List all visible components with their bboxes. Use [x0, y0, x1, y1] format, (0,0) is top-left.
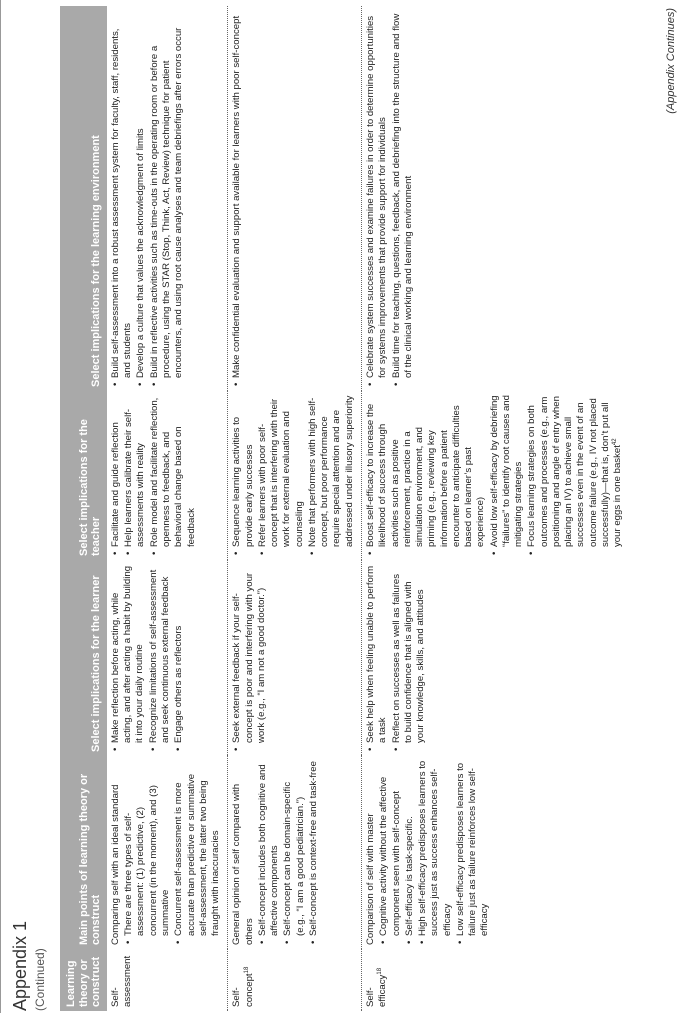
appendix-heading [10, 921, 47, 1011]
list-item: • Facilitate and guide reflection [110, 395, 122, 547]
appendix-title: Appendix 1 [10, 920, 30, 1011]
environment-cell [228, 6, 362, 391]
main-lead: General opinion of self compared with others [231, 783, 255, 945]
list-item: • Make confidential evaluation and support available for learners with poor self-concept [231, 10, 243, 378]
environment-cell [361, 6, 629, 391]
learner-list [231, 564, 268, 752]
list-item: • Develop a culture that values the acknowledgment of limits [135, 10, 147, 378]
header-teacher: Select implications for the teacher [60, 391, 107, 560]
construct-name: Self-concept [231, 973, 255, 1007]
list-item: • Reflect on successes as well as failures to build confidence that is aligned with your knowledge, skills, and attitudes [391, 564, 428, 743]
environment-cell [107, 6, 228, 391]
list-item: • Refer learners with poor self-concept that is interfering with their work for external evaluation and counseling [257, 395, 306, 547]
table-row-self-assessment [107, 6, 228, 1011]
header-learner: Select implications for the learner [60, 560, 107, 756]
list-item: • Concurrent self-assessment is more accurate than predictive or summative self-assessment, the latter two being fraught with inaccuracies [173, 760, 222, 936]
main-lead: Comparison of self with master [364, 813, 376, 945]
list-item: • Engage others as reflectors [173, 564, 185, 743]
list-item: • Self-efficacy is task-specific. [404, 760, 416, 936]
list-item: • Celebrate system successes and examine failures in order to determine opportunities for systems improvements that provide support for individuals [365, 10, 390, 378]
top-rule [0, 0, 1, 1013]
list-item: • Seek external feedback if your self-concept is poor and interfering with your work (e.g., “I am not a good doctor.”) [231, 564, 268, 743]
construct-cell [361, 949, 629, 1011]
table-header-row [60, 6, 107, 1011]
learner-cell [107, 560, 228, 756]
main-points-list [123, 760, 222, 945]
header-environment: Select implications for the learning environment [60, 6, 107, 391]
list-item: • Self-concept is context-free and task-free [308, 760, 320, 936]
list-item-text: Focus learning strategies on both outcomes and processes (e.g., arm positioning and angle of entry when placing an IV) to achieve small successes even in the event of an outcome failure (e.g., IV not placed successfully)—that is, don’t put all your eggs in one basket [526, 396, 624, 547]
construct-name: Self-assessment [109, 955, 134, 1007]
construct-name: Self-efficacy [364, 974, 389, 1007]
list-item: • Build in reflective activities such as time-outs in the operating room or before a procedure, using the STAR (Stop, Think, Act, Review) technique for patient encounters, and using root cause analyses and team debriefings after errors occur [149, 10, 186, 378]
teacher-list [231, 395, 356, 556]
appendix-continues-note: (Appendix Continues) [665, 8, 677, 114]
teacher-cell [228, 391, 362, 560]
main-points-list [378, 760, 491, 945]
main-points-cell [107, 756, 228, 949]
main-points-cell [228, 756, 362, 949]
list-item: • Self-concept includes both cognitive and affective components [257, 760, 282, 936]
list-item: • Help learners calibrate their self-assessments with reality [123, 395, 148, 547]
list-item: • Self-concept can be domain-specific (e.g., “I am a good pediatrician.”) [282, 760, 307, 936]
main-lead: Comparing self with an ideal standard [109, 784, 121, 945]
header-construct: Learning theory or construct [60, 949, 107, 1011]
list-item: • Role model and facilitate reflection, openness to feedback, and behavioral change based on feedback [149, 395, 198, 547]
list-item: • Sequence learning activities to provide early successes [231, 395, 256, 547]
list-item: • High self-efficacy predisposes learners to success just as success enhances self-efficacy [417, 760, 454, 936]
list-item [526, 395, 624, 547]
list-item: • Cognitive activity without the affective component seen with self-concept [378, 760, 403, 936]
teacher-cell [107, 391, 228, 560]
construct-cell [228, 949, 362, 1011]
learner-cell [361, 560, 629, 756]
learning-theory-table [60, 6, 630, 1011]
teacher-list [110, 395, 198, 556]
table-row-self-efficacy [361, 6, 629, 1011]
list-item: • Build time for teaching, questions, feedback, and debriefing into the structure and flow of the clinical working and learning environment [391, 10, 416, 378]
appendix-subtitle: (Continued) [33, 948, 47, 1011]
list-item: • Low self-efficacy predisposes learners to failure just as failure reinforces low self-efficacy [455, 760, 492, 936]
learner-list [365, 564, 427, 752]
list-item: • There are three types of self-assessment: (1) predictive, (2) concurrent (in the moment), and (3) summative [123, 760, 172, 936]
reference-mark: 42 [612, 438, 619, 446]
list-item: • Seek help when feeling unable to perform a task [365, 564, 390, 743]
construct-ref: 18 [243, 966, 250, 974]
list-item: • Note that performers with high self-concept, but poor performance require special attention and are addressed under illusory superiority [307, 395, 356, 547]
header-main-points: Main points of learning theory or construct [60, 756, 107, 949]
teacher-list [365, 395, 625, 556]
environment-list [231, 10, 243, 387]
list-item: • Avoid low self-efficacy by debriefing “failures” to identify root causes and mitigating strategies [489, 395, 526, 547]
teacher-cell [361, 391, 629, 560]
construct-ref: 18 [377, 967, 384, 975]
main-points-list [257, 760, 320, 945]
list-item: • Make reflection before acting, while acting, and after acting a habit by building it into your daily routine [110, 564, 147, 743]
list-item: • Build self-assessment into a robust assessment system for faculty, staff, residents, and students [110, 10, 135, 378]
environment-list [110, 10, 186, 387]
list-item: • Boost self-efficacy to increase the likelihood of success through activities such as positive reinforcement, practice in a simulation environment, and priming (e.g., reviewing key information before a patient encounter to anticipate difficulties based on learner’s past experience) [365, 395, 488, 547]
environment-list [365, 10, 415, 387]
list-item: • Recognize limitations of self-assessment and seek continuous external feedback [148, 564, 173, 743]
construct-cell [107, 949, 228, 1011]
table-row-self-concept [228, 6, 362, 1011]
main-points-cell [361, 756, 629, 949]
learner-list [110, 564, 186, 752]
learner-cell [228, 560, 362, 756]
